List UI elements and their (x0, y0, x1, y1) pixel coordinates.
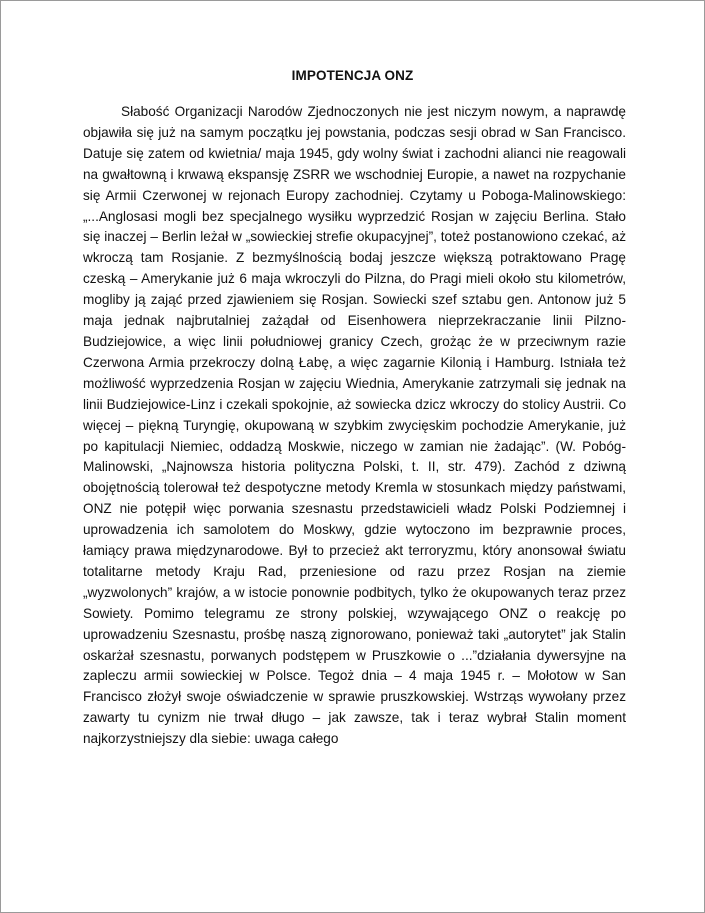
document-title: IMPOTENCJA ONZ (291, 68, 414, 83)
body-paragraph: Słabość Organizacji Narodów Zjednoczonych nie jest niczym nowym, a naprawdę objawiła się już na samym początku jej powstania, podczas sesji obrad w San Francisco. Datuje się zatem od kwietnia/ maja 1945, gdy wolny świat i zachodni alianci nie reagowali na gwałtowną i krwawą ekspansję ZSRR we wschodniej Europie, a nawet na rozpychanie się Armii Czerwonej w rejonach Europy zachodniej. Czytamy u Poboga-Malinowskiego: „...Anglosasi mogli bez specjalnego wysiłku wyprzedzić Rosjan w zajęciu Berlina. Stało się inaczej – Berlin leżał w „sowieckiej strefie okupacyjnej”, toteż postanowiono czekać, aż wkroczą tam Rosjanie. Z bezmyślnością bodaj jeszcze większą potraktowano Pragę czeską – Amerykanie już 6 maja wkroczyli do Pilzna, do Pragi mieli około stu kilometrów, mogliby ją zająć przed zjawieniem się Rosjan. Sowiecki szef sztabu gen. Antonow już 5 maja jednak najbrutalniej zażądał od Eisenhowera nieprzekraczanie linii Pilzno-Budziejowice, a więc linii południowej granicy Czech, grożąc że w przeciwnym razie Czerwona Armia przekroczy dolną Łabę, a więc zagarnie Kilonią i Hamburg. Istniała też możliwość wyprzedzenia Rosjan w zajęciu Wiednia, Amerykanie zatrzymali się jednak na linii Budziejowice-Linz i czekali spokojnie, aż sowiecka dzicz wkroczy do stolicy Austrii. Co więcej – piękną Turyngię, okupowaną w szybkim zwycięskim pochodzie Amerykanie, już po kapitulacji Niemiec, oddadzą Moskwie, niczego w zamian nie żadając”. (W. Pobóg-Malinowski, „Najnowsza historia polityczna Polski, t. II, str. 479). Zachód z dziwną obojętnością tolerował też despotyczne metody Kremla w stosunkach między państwami, ONZ nie potępił więc porwania szesnastu przedstawicieli władz Polski Podziemnej i uprowadzenia ich samolotem do Moskwy, gdzie wytoczono im bezprawnie proces, łamiący prawa międzynarodowe. Był to przecież akt terroryzmu, który anonsował światu totalitarne metody Kraju Rad, przeniesione od razu przez Rosjan na ziemie „wyzwolonych” krajów, a w istocie ponownie podbitych, tylko że okupowanych teraz przez Sowiety. Pomimo telegramu ze strony polskiej, wzywającego ONZ o reakcję po uprowadzeniu Szesnastu, prośbę naszą zignorowano, ponieważ taki „autorytet” jak Stalin oskarżał szesnastu, porwanych podstępem w Pruszkowie o ...”działania dywersyjne na zapleczu armii sowieckiej w Polsce. Tegoż dnia – 4 maja 1945 r. – Mołotow w San Francisco złożył swoje oświadczenie w sprawie pruszkowskiej. Wstrząs wywołany przez zawarty tu cynizm nie trwał długo – jak zawsze, tak i teraz wybrał Stalin moment najkorzystniejszy dla siebie: uwaga całego (83, 104, 626, 747)
